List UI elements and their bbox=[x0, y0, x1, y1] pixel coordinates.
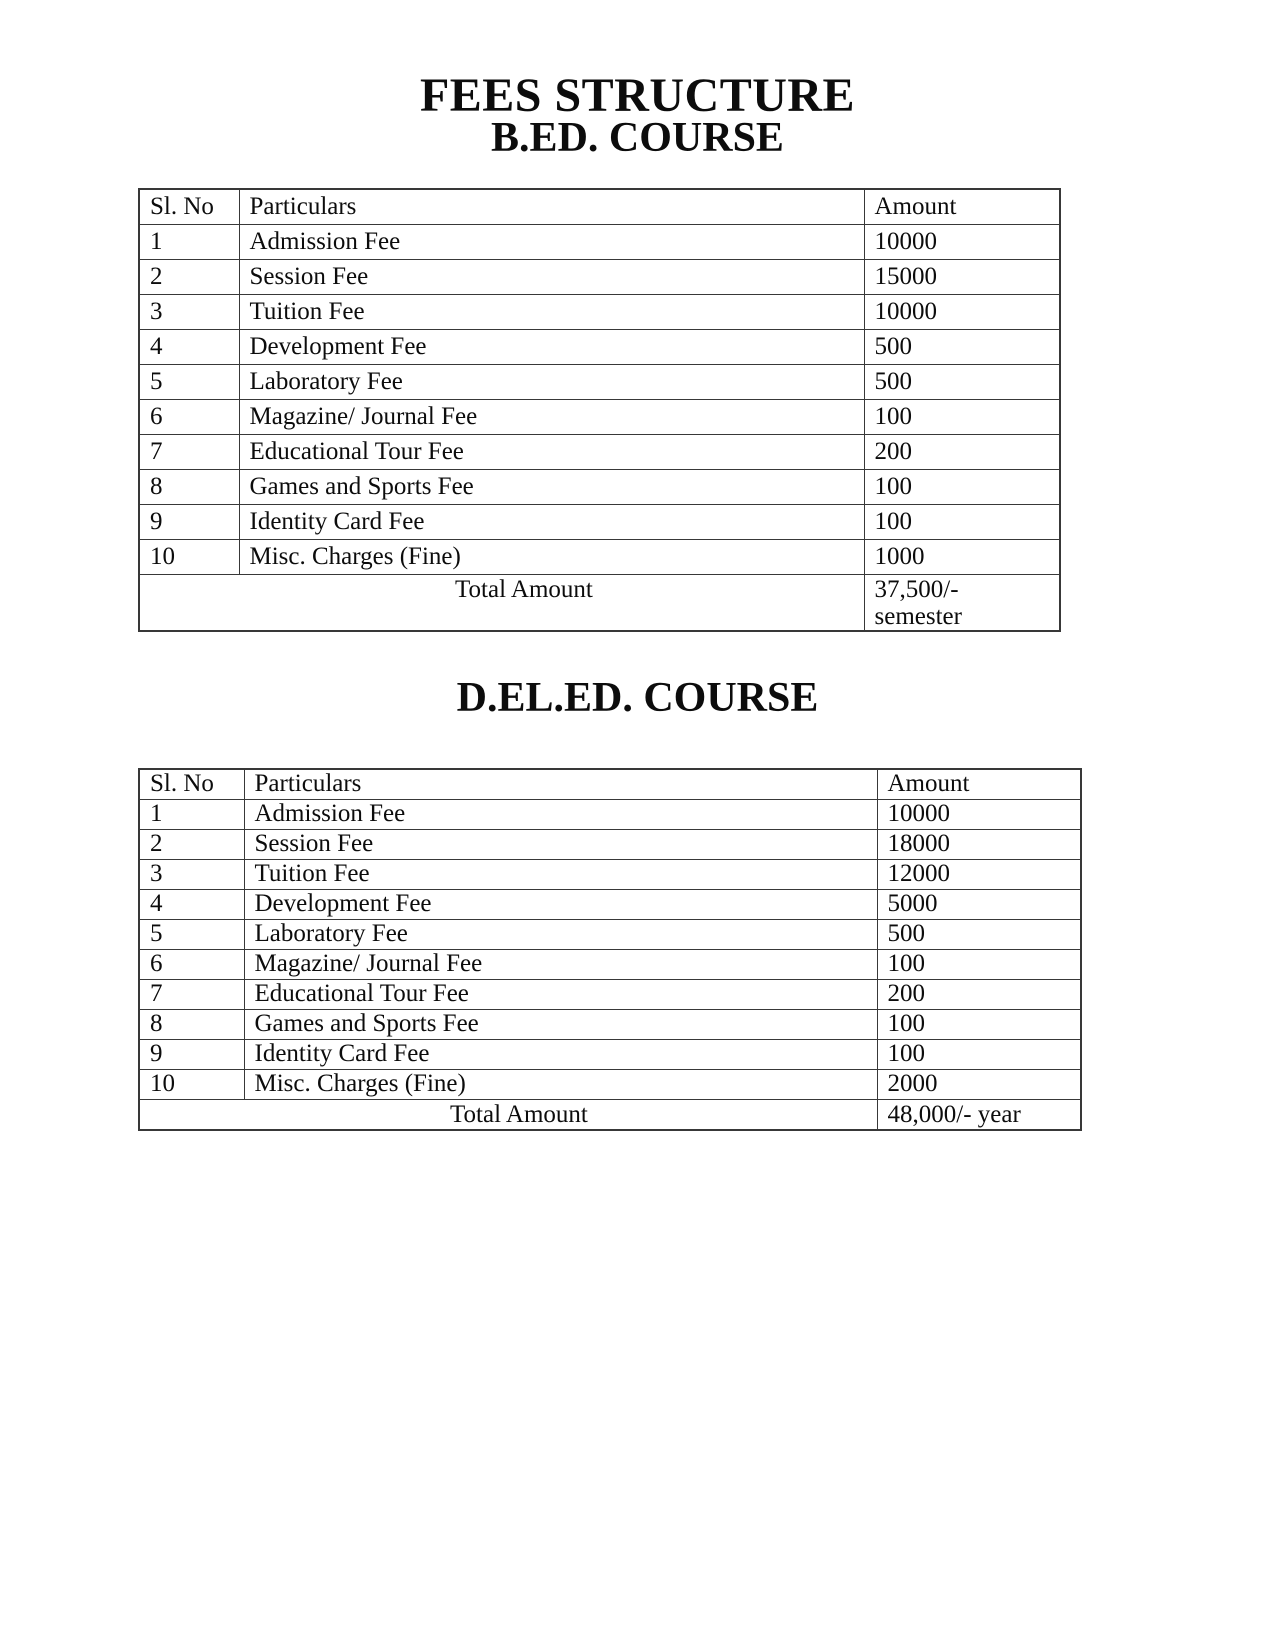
cell-particulars: Laboratory Fee bbox=[239, 364, 864, 399]
total-amount-label: Total Amount bbox=[139, 1099, 877, 1130]
cell-amount: 500 bbox=[864, 329, 1060, 364]
cell-particulars: Educational Tour Fee bbox=[239, 434, 864, 469]
column-header-amount: Amount bbox=[877, 769, 1081, 799]
table-row bbox=[139, 1039, 1081, 1069]
cell-sl-no: 7 bbox=[139, 979, 244, 1009]
table-row bbox=[139, 469, 1060, 504]
cell-amount: 500 bbox=[877, 919, 1081, 949]
cell-sl-no: 4 bbox=[139, 889, 244, 919]
cell-amount: 100 bbox=[864, 399, 1060, 434]
cell-amount: 100 bbox=[877, 1009, 1081, 1039]
cell-amount: 200 bbox=[877, 979, 1081, 1009]
document-title: FEES STRUCTURE bbox=[419, 69, 856, 122]
total-amount-value bbox=[877, 1099, 1081, 1130]
cell-amount: 10000 bbox=[877, 799, 1081, 829]
cell-particulars: Games and Sports Fee bbox=[239, 469, 864, 504]
table-row bbox=[139, 949, 1081, 979]
total-amount-value bbox=[864, 574, 1060, 631]
cell-particulars: Session Fee bbox=[239, 259, 864, 294]
total-amount-value-line: 37,500/- bbox=[874, 575, 959, 603]
cell-amount: 100 bbox=[877, 1039, 1081, 1069]
total-amount-value-line: semester bbox=[874, 602, 962, 630]
fees-table-deled-course bbox=[138, 768, 1082, 1131]
table-row bbox=[139, 364, 1060, 399]
cell-amount: 500 bbox=[864, 364, 1060, 399]
cell-amount: 10000 bbox=[864, 224, 1060, 259]
section-heading-bed-course: B.ED. COURSE bbox=[491, 115, 784, 161]
cell-particulars: Development Fee bbox=[244, 889, 877, 919]
cell-particulars: Admission Fee bbox=[244, 799, 877, 829]
table-row bbox=[139, 1069, 1081, 1099]
header-row bbox=[139, 189, 1060, 224]
cell-amount: 100 bbox=[864, 469, 1060, 504]
cell-amount: 200 bbox=[864, 434, 1060, 469]
table-row bbox=[139, 1009, 1081, 1039]
fees-table-body bbox=[139, 799, 1081, 1130]
cell-sl-no: 1 bbox=[139, 799, 244, 829]
cell-sl-no: 7 bbox=[139, 434, 239, 469]
cell-particulars: Tuition Fee bbox=[239, 294, 864, 329]
cell-amount: 100 bbox=[864, 504, 1060, 539]
cell-amount: 2000 bbox=[877, 1069, 1081, 1099]
total-row bbox=[139, 574, 1060, 631]
cell-particulars: Misc. Charges (Fine) bbox=[244, 1069, 877, 1099]
table-row bbox=[139, 434, 1060, 469]
cell-sl-no: 5 bbox=[139, 919, 244, 949]
table-row bbox=[139, 799, 1081, 829]
column-header-amount: Amount bbox=[864, 189, 1060, 224]
cell-sl-no: 6 bbox=[139, 949, 244, 979]
cell-sl-no: 2 bbox=[139, 829, 244, 859]
cell-amount: 5000 bbox=[877, 889, 1081, 919]
table-row bbox=[139, 294, 1060, 329]
cell-amount: 18000 bbox=[877, 829, 1081, 859]
cell-sl-no: 8 bbox=[139, 469, 239, 504]
table-row bbox=[139, 829, 1081, 859]
table-row bbox=[139, 919, 1081, 949]
table-row bbox=[139, 979, 1081, 1009]
fees-table-bed-course bbox=[138, 188, 1061, 632]
cell-particulars: Games and Sports Fee bbox=[244, 1009, 877, 1039]
cell-particulars: Identity Card Fee bbox=[244, 1039, 877, 1069]
cell-sl-no: 10 bbox=[139, 1069, 244, 1099]
total-amount-value-line: 48,000/- year bbox=[887, 1100, 1021, 1128]
cell-sl-no: 9 bbox=[139, 504, 239, 539]
cell-amount: 12000 bbox=[877, 859, 1081, 889]
cell-sl-no: 5 bbox=[139, 364, 239, 399]
cell-sl-no: 4 bbox=[139, 329, 239, 364]
cell-particulars: Magazine/ Journal Fee bbox=[244, 949, 877, 979]
cell-sl-no: 9 bbox=[139, 1039, 244, 1069]
cell-particulars: Identity Card Fee bbox=[239, 504, 864, 539]
cell-particulars: Educational Tour Fee bbox=[244, 979, 877, 1009]
cell-sl-no: 10 bbox=[139, 539, 239, 574]
column-header-sl-no: Sl. No bbox=[139, 189, 239, 224]
table-row bbox=[139, 329, 1060, 364]
cell-amount: 1000 bbox=[864, 539, 1060, 574]
table-row bbox=[139, 259, 1060, 294]
cell-sl-no: 2 bbox=[139, 259, 239, 294]
fees-table-body bbox=[139, 224, 1060, 631]
cell-sl-no: 8 bbox=[139, 1009, 244, 1039]
cell-particulars: Laboratory Fee bbox=[244, 919, 877, 949]
table-row bbox=[139, 859, 1081, 889]
cell-particulars: Magazine/ Journal Fee bbox=[239, 399, 864, 434]
table-row bbox=[139, 224, 1060, 259]
cell-amount: 100 bbox=[877, 949, 1081, 979]
cell-particulars: Tuition Fee bbox=[244, 859, 877, 889]
column-header-particulars: Particulars bbox=[244, 769, 877, 799]
cell-amount: 10000 bbox=[864, 294, 1060, 329]
cell-sl-no: 1 bbox=[139, 224, 239, 259]
table-row bbox=[139, 889, 1081, 919]
cell-particulars: Misc. Charges (Fine) bbox=[239, 539, 864, 574]
cell-particulars: Development Fee bbox=[239, 329, 864, 364]
column-header-sl-no: Sl. No bbox=[139, 769, 244, 799]
total-row bbox=[139, 1099, 1081, 1130]
cell-sl-no: 6 bbox=[139, 399, 239, 434]
header-row bbox=[139, 769, 1081, 799]
section-heading-deled-course: D.EL.ED. COURSE bbox=[456, 675, 819, 721]
table-row bbox=[139, 399, 1060, 434]
cell-amount: 15000 bbox=[864, 259, 1060, 294]
table-row bbox=[139, 504, 1060, 539]
cell-sl-no: 3 bbox=[139, 859, 244, 889]
table-row bbox=[139, 539, 1060, 574]
cell-sl-no: 3 bbox=[139, 294, 239, 329]
total-amount-label: Total Amount bbox=[139, 574, 864, 631]
cell-particulars: Admission Fee bbox=[239, 224, 864, 259]
column-header-particulars: Particulars bbox=[239, 189, 864, 224]
cell-particulars: Session Fee bbox=[244, 829, 877, 859]
